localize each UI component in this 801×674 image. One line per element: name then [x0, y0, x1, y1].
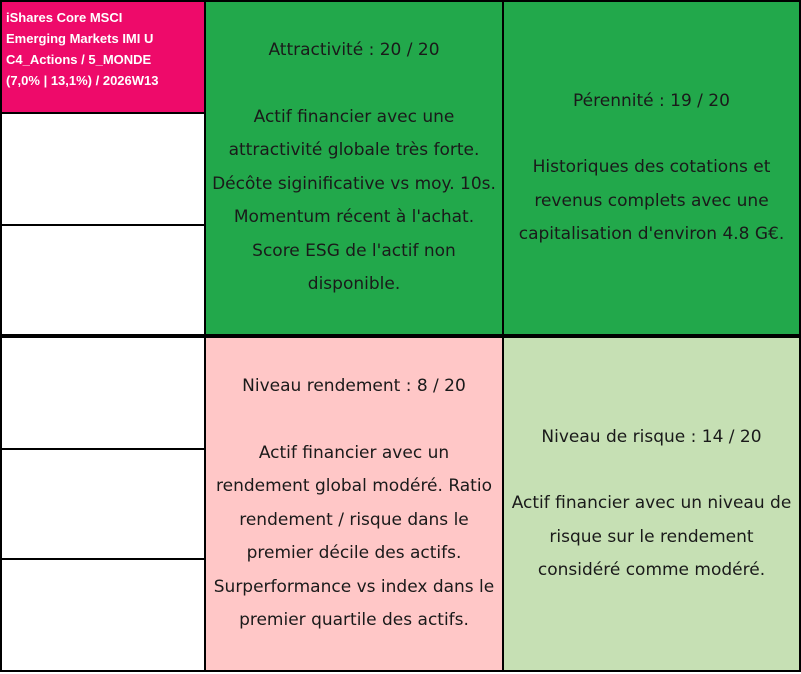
attractivite-panel	[204, 0, 504, 336]
blank-cell-2	[0, 224, 206, 336]
attractivite-text-6: disponible.	[307, 274, 401, 295]
rendement-title: Niveau rendement : 8 / 20	[242, 376, 466, 397]
risque-text-2: risque sur le rendement	[549, 526, 754, 547]
rendement-text-6: premier quartile des actifs.	[239, 610, 469, 631]
asset-category-line: C4_Actions / 5_MONDE	[6, 52, 152, 67]
attractivite-title: Attractivité : 20 / 20	[268, 40, 440, 61]
blank-cell-4	[0, 448, 206, 560]
perennite-panel	[502, 0, 801, 336]
risque-panel	[502, 336, 801, 672]
rendement-text-2: rendement global modéré. Ratio	[216, 476, 492, 497]
attractivite-text-4: Momentum récent à l'achat.	[233, 207, 475, 228]
risque-title: Niveau de risque : 14 / 20	[541, 426, 762, 447]
rendement-text-3: rendement / risque dans le	[239, 509, 469, 530]
attractivite-text-3: Décôte siginificative vs moy. 10s.	[212, 173, 496, 194]
asset-stats-line: (7,0% | 13,1%) / 2026W13	[6, 73, 159, 88]
perennite-title: Pérennité : 19 / 20	[573, 90, 730, 111]
blank-cell-3	[0, 336, 206, 450]
perennite-text-3: capitalisation d'environ 4.8 G€.	[518, 224, 785, 244]
perennite-text-2: revenus complets avec une	[534, 190, 769, 211]
rendement-panel	[204, 336, 504, 672]
asset-header	[0, 0, 206, 114]
perennite-text-1: Historiques des cotations et	[532, 157, 771, 177]
blank-cell-1	[0, 112, 206, 226]
attractivite-text-2: attractivité globale très forte.	[228, 140, 480, 161]
asset-name-line-2: Emerging Markets IMI U	[6, 31, 154, 46]
asset-name-line-1: iShares Core MSCI	[6, 10, 123, 25]
rendement-text-5: Surperformance vs index dans le	[213, 576, 495, 597]
rendement-text-4: premier décile des actifs.	[246, 543, 462, 564]
risque-text-3: considéré comme modéré.	[537, 560, 766, 580]
risque-text-1: Actif financier avec un niveau de	[511, 493, 792, 513]
attractivite-text-5: Score ESG de l'actif non	[252, 240, 456, 261]
blank-cell-5	[0, 558, 206, 672]
rendement-text-1: Actif financier avec un	[258, 442, 450, 463]
attractivite-text-1: Actif financier avec une	[253, 106, 455, 127]
